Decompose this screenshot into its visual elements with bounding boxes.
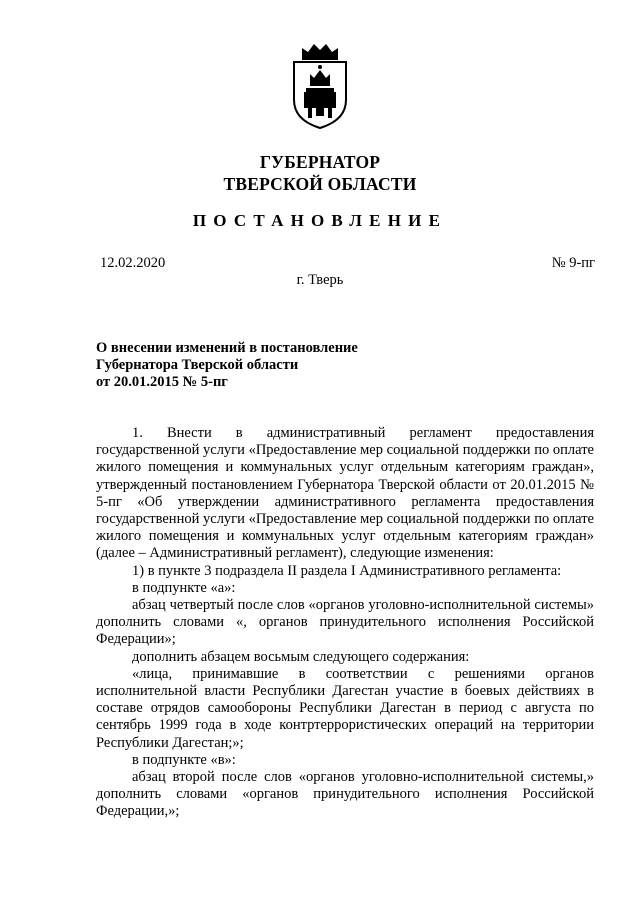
- document-type: ПОСТАНОВЛЕНИЕ: [192, 211, 448, 230]
- document-subject: [96, 340, 358, 391]
- document-body: [96, 425, 594, 821]
- tver-coat-of-arms-icon: [288, 42, 352, 130]
- body-paragraph: 1. Внести в административный регламент предоставления государственной услуги «Предоставление мер социальной поддержки по оплате жилого помещения и коммунальных услуг отдельным категориям граждан», утвержденный постановлением Губернатора Тверской области от 20.01.2015 № 5-пг «Об утверждении административного регламента предоставления государственной услуги «Предоставление мер социальной поддержки по оплате жилого помещения и коммунальных услуг отдельным категориям граждан» (далее – Административный регламент), следующие изменения:: [96, 425, 594, 562]
- organization-title: ГУБЕРНАТОР: [259, 152, 381, 172]
- body-paragraph: в подпункте «в»:: [132, 751, 236, 768]
- document-date: 12.02.2020: [100, 255, 166, 271]
- body-paragraph: абзац четвертый после слов «органов уголовно-исполнительной системы» дополнить словами «, органов принудительного исполнения Российской Федерации»;: [96, 597, 594, 648]
- subject-line: О внесении изменений в постановление: [96, 340, 358, 356]
- document-number: № 9-пг: [551, 255, 595, 271]
- body-paragraph: дополнить абзацем восьмым следующего содержания:: [132, 648, 470, 665]
- body-paragraph: в подпункте «а»:: [132, 579, 236, 596]
- body-paragraph: 1) в пункте 3 подраздела II раздела I Административного регламента:: [132, 562, 562, 579]
- document-city: г. Тверь: [296, 272, 344, 288]
- subject-line: Губернатора Тверской области: [96, 357, 299, 373]
- organization-region: ТВЕРСКОЙ ОБЛАСТИ: [223, 174, 417, 194]
- body-paragraph: «лица, принимавшие в соответствии с решениями органов исполнительной власти Республики Дагестан участие в боевых действиях в составе отрядов самообороны Республики Дагестан в период с августа по сентябрь 1999 года в ходе контртеррористических операций на территории Республики Дагестан;»;: [96, 665, 594, 751]
- body-paragraph: абзац второй после слов «органов уголовно-исполнительной системы,» дополнить словами «органов принудительного исполнения Российской Федерации,»;: [96, 769, 594, 820]
- subject-line: от 20.01.2015 № 5-пг: [96, 374, 228, 390]
